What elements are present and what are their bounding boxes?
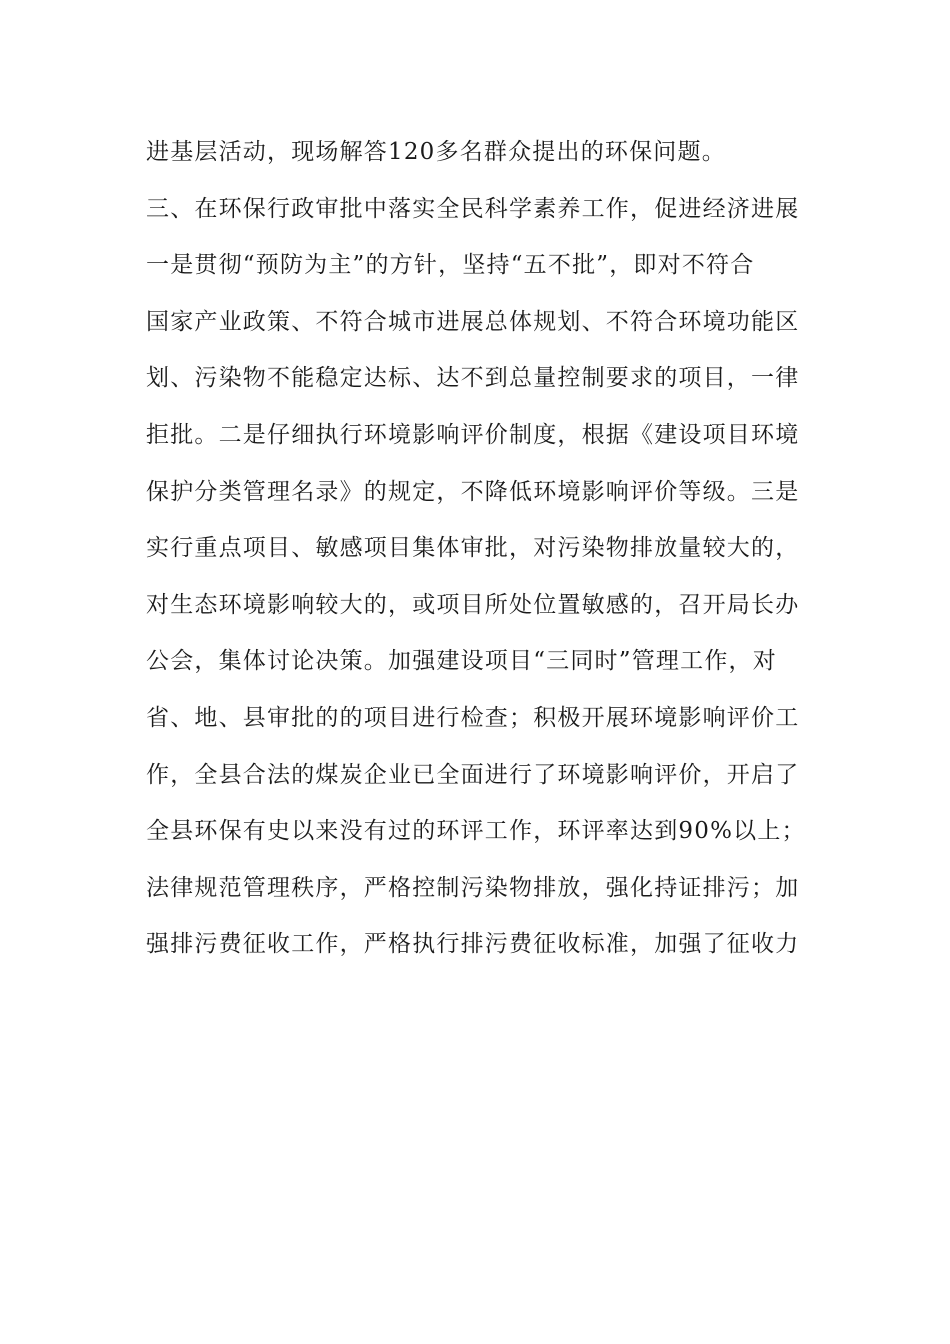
text-line-4: 国家产业政策、不符合城市进展总体规划、不符合环境功能区	[146, 308, 800, 335]
text-line-7: 保护分类管理名录》的规定，不降低环境影响评价等级。三是	[146, 478, 800, 505]
body-text	[146, 128, 806, 977]
text-line-13: 全县环保有史以来没有过的环评工作，环评率达到90%以上；	[146, 818, 806, 845]
text-line-2: 三、在环保行政审批中落实全民科学素养工作，促进经济进展	[146, 195, 800, 222]
text-line-10: 公会，集体讨论决策。加强建设项目“三同时”管理工作，对	[146, 648, 777, 675]
text-line-12: 作，全县合法的煤炭企业已全面进行了环境影响评价，开启了	[146, 761, 800, 788]
text-line-1: 进基层活动，现场解答120多名群众提出的环保问题。	[146, 139, 726, 165]
text-line-11: 省、地、县审批的的项目进行检查；积极开展环境影响评价工	[146, 704, 800, 731]
text-line-9: 对生态环境影响较大的，或项目所处位置敏感的，召开局长办	[146, 591, 800, 618]
text-line-14: 法律规范管理秩序，严格控制污染物排放，强化持证排污；加	[146, 874, 800, 901]
text-line-6: 拒批。二是仔细执行环境影响评价制度，根据《建设项目环境	[146, 421, 800, 448]
text-line-15: 强排污费征收工作，严格执行排污费征收标准，加强了征收力	[146, 931, 800, 958]
text-line-3: 一是贯彻“预防为主”的方针，坚持“五不批”，即对不符合	[146, 252, 755, 279]
text-line-5: 划、污染物不能稳定达标、达不到总量控制要求的项目，一律	[146, 365, 800, 392]
text-line-8: 实行重点项目、敏感项目集体审批，对污染物排放量较大的，	[146, 535, 800, 562]
